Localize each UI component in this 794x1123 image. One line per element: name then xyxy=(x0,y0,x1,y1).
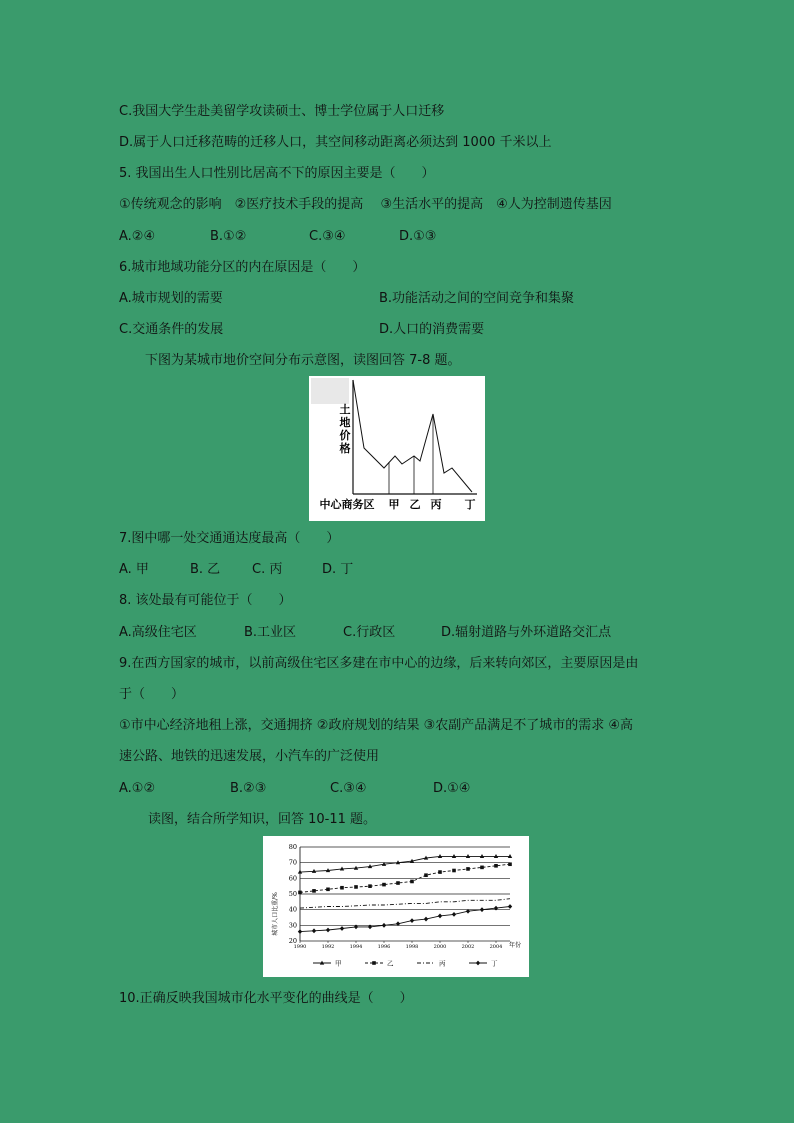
y-tick-label: 20 xyxy=(288,937,297,945)
y-label-char: 土 xyxy=(339,403,351,416)
y-tick-label: 30 xyxy=(288,921,297,930)
question-10: 10.正确反映我国城市化水平变化的曲线是（ ） xyxy=(119,991,413,1006)
data-point-乙 xyxy=(438,870,442,874)
x-tick-label: 1990 xyxy=(293,944,307,950)
series-line-丙 xyxy=(300,899,510,908)
question-6: 6.城市地域功能分区的内在原因是（ ） xyxy=(119,260,366,275)
q4-option-d: D.属于人口迁移范畴的迁移人口，其空间移动距离必须达到 1000 千米以上 xyxy=(119,135,552,150)
data-point-乙 xyxy=(298,891,302,895)
x-label-cbd: 中心商务区 xyxy=(319,498,375,511)
data-point-乙 xyxy=(410,880,414,884)
data-point-乙 xyxy=(466,867,470,871)
y-label-char: 价 xyxy=(339,429,351,442)
data-point-丁 xyxy=(480,907,484,912)
data-point-丁 xyxy=(298,929,302,934)
q5-option-a: A.②④ xyxy=(119,229,156,244)
x-label-jia: 甲 xyxy=(388,498,400,511)
data-point-乙 xyxy=(368,884,372,888)
x-label-yi: 乙 xyxy=(409,498,421,511)
q7-option-a: A. 甲 xyxy=(119,562,149,577)
q9-option-d: D.①④ xyxy=(433,781,471,796)
series-line-甲 xyxy=(300,856,510,872)
data-point-丁 xyxy=(382,923,386,928)
legend-label-丙: 丙 xyxy=(439,959,446,968)
x-label-bing: 丙 xyxy=(430,498,442,511)
y-tick-label: 60 xyxy=(288,874,297,883)
data-point-乙 xyxy=(424,873,428,877)
q8-option-c: C.行政区 xyxy=(343,625,396,640)
question-7: 7.图中哪一处交通通达度最高（ ） xyxy=(119,531,340,546)
question-8: 8. 该处最有可能位于（ ） xyxy=(119,593,292,608)
q5-option-c: C.③④ xyxy=(309,229,346,244)
x-tick-label: 1992 xyxy=(321,944,335,950)
legend-label-甲: 甲 xyxy=(335,959,342,968)
data-point-乙 xyxy=(452,869,456,873)
q9-option-a: A.①② xyxy=(119,781,156,796)
q8-option-a: A.高级住宅区 xyxy=(119,625,197,640)
x-tick-label: 2004 xyxy=(489,944,503,950)
data-point-乙 xyxy=(396,881,400,885)
data-point-乙 xyxy=(480,866,484,870)
x-tick-label: 1994 xyxy=(349,944,363,950)
land-price-figure xyxy=(309,376,485,521)
data-point-乙 xyxy=(382,883,386,887)
q9-option-c: C.③④ xyxy=(330,781,367,796)
data-point-丁 xyxy=(410,918,414,923)
question-5-items: ①传统观念的影响 ②医疗技术手段的提高 ③生活水平的提高 ④人为控制遗传基因 xyxy=(119,197,612,212)
scan-smudge xyxy=(311,378,349,404)
data-point-乙 xyxy=(312,889,316,893)
y-tick-label: 40 xyxy=(288,905,297,914)
series-line-丁 xyxy=(300,907,510,932)
data-point-乙 xyxy=(354,885,358,889)
y-tick-label: 50 xyxy=(288,890,297,898)
question-9-line1: 9.在西方国家的城市，以前高级住宅区多建在市中心的边缘，后来转向郊区，主要原因是由 xyxy=(119,656,639,671)
q5-option-b: B.①② xyxy=(210,229,247,244)
y-label-char: 地 xyxy=(339,416,351,429)
urbanization-chart xyxy=(263,836,529,977)
x-tick-label: 2000 xyxy=(433,944,447,950)
legend-marker-乙 xyxy=(372,961,376,965)
legend-label-丁: 丁 xyxy=(491,959,498,968)
chart-x-unit: 年份 xyxy=(508,942,522,949)
question-5: 5. 我国出生人口性别比居高不下的原因主要是（ ） xyxy=(119,166,435,181)
x-label-ding: 丁 xyxy=(464,498,476,511)
q8-option-b: B.工业区 xyxy=(244,625,297,640)
q7-option-d: D. 丁 xyxy=(322,562,354,577)
land-price-curve xyxy=(353,380,472,492)
intro-7-8: 下图为某城市地价空间分布示意图，读图回答 7-8 题。 xyxy=(145,353,461,368)
intro-10-11: 读图，结合所学知识，回答 10-11 题。 xyxy=(148,812,377,827)
y-label-char: 格 xyxy=(339,442,351,455)
q9-option-b: B.②③ xyxy=(230,781,267,796)
data-point-乙 xyxy=(326,888,330,892)
q6-option-c: C.交通条件的发展 xyxy=(119,322,224,337)
q7-option-c: C. 丙 xyxy=(252,562,283,577)
question-9-line2: 于（ ） xyxy=(119,687,185,702)
data-point-乙 xyxy=(494,864,498,868)
question-9-items-line2: 速公路、地铁的迅速发展，小汽车的广泛使用 xyxy=(119,749,380,764)
data-point-丁 xyxy=(340,926,344,931)
data-point-丁 xyxy=(326,928,330,933)
question-9-items-line1: ①市中心经济地租上涨，交通拥挤 ②政府规划的结果 ③农副产品满足不了城市的需求 ④高 xyxy=(119,718,634,733)
legend-label-乙: 乙 xyxy=(387,959,394,968)
q7-option-b: B. 乙 xyxy=(190,562,221,577)
x-tick-label: 2002 xyxy=(461,944,475,950)
data-point-丁 xyxy=(508,904,512,909)
y-tick-label: 80 xyxy=(288,843,297,851)
data-point-丁 xyxy=(424,917,428,922)
data-point-乙 xyxy=(340,886,344,890)
q4-option-c: C.我国大学生赴美留学攻读硕士、博士学位属于人口迁移 xyxy=(119,104,445,119)
q6-option-a: A.城市规划的需要 xyxy=(119,291,223,306)
legend-marker-丁 xyxy=(476,961,480,966)
q6-option-b: B.功能活动之间的空间竞争和集聚 xyxy=(379,291,575,306)
data-point-丁 xyxy=(312,928,316,933)
q5-option-d: D.①③ xyxy=(399,229,437,244)
q8-option-d: D.辐射道路与外环道路交汇点 xyxy=(441,625,612,640)
x-tick-label: 1998 xyxy=(405,944,419,950)
data-point-丁 xyxy=(438,914,442,919)
q6-option-d: D.人口的消费需要 xyxy=(379,322,485,337)
x-tick-label: 1996 xyxy=(377,944,391,950)
data-point-丁 xyxy=(452,912,456,917)
chart-y-label: 城市人口比重/% xyxy=(272,892,279,936)
y-tick-label: 70 xyxy=(288,858,297,867)
data-point-乙 xyxy=(508,862,512,866)
